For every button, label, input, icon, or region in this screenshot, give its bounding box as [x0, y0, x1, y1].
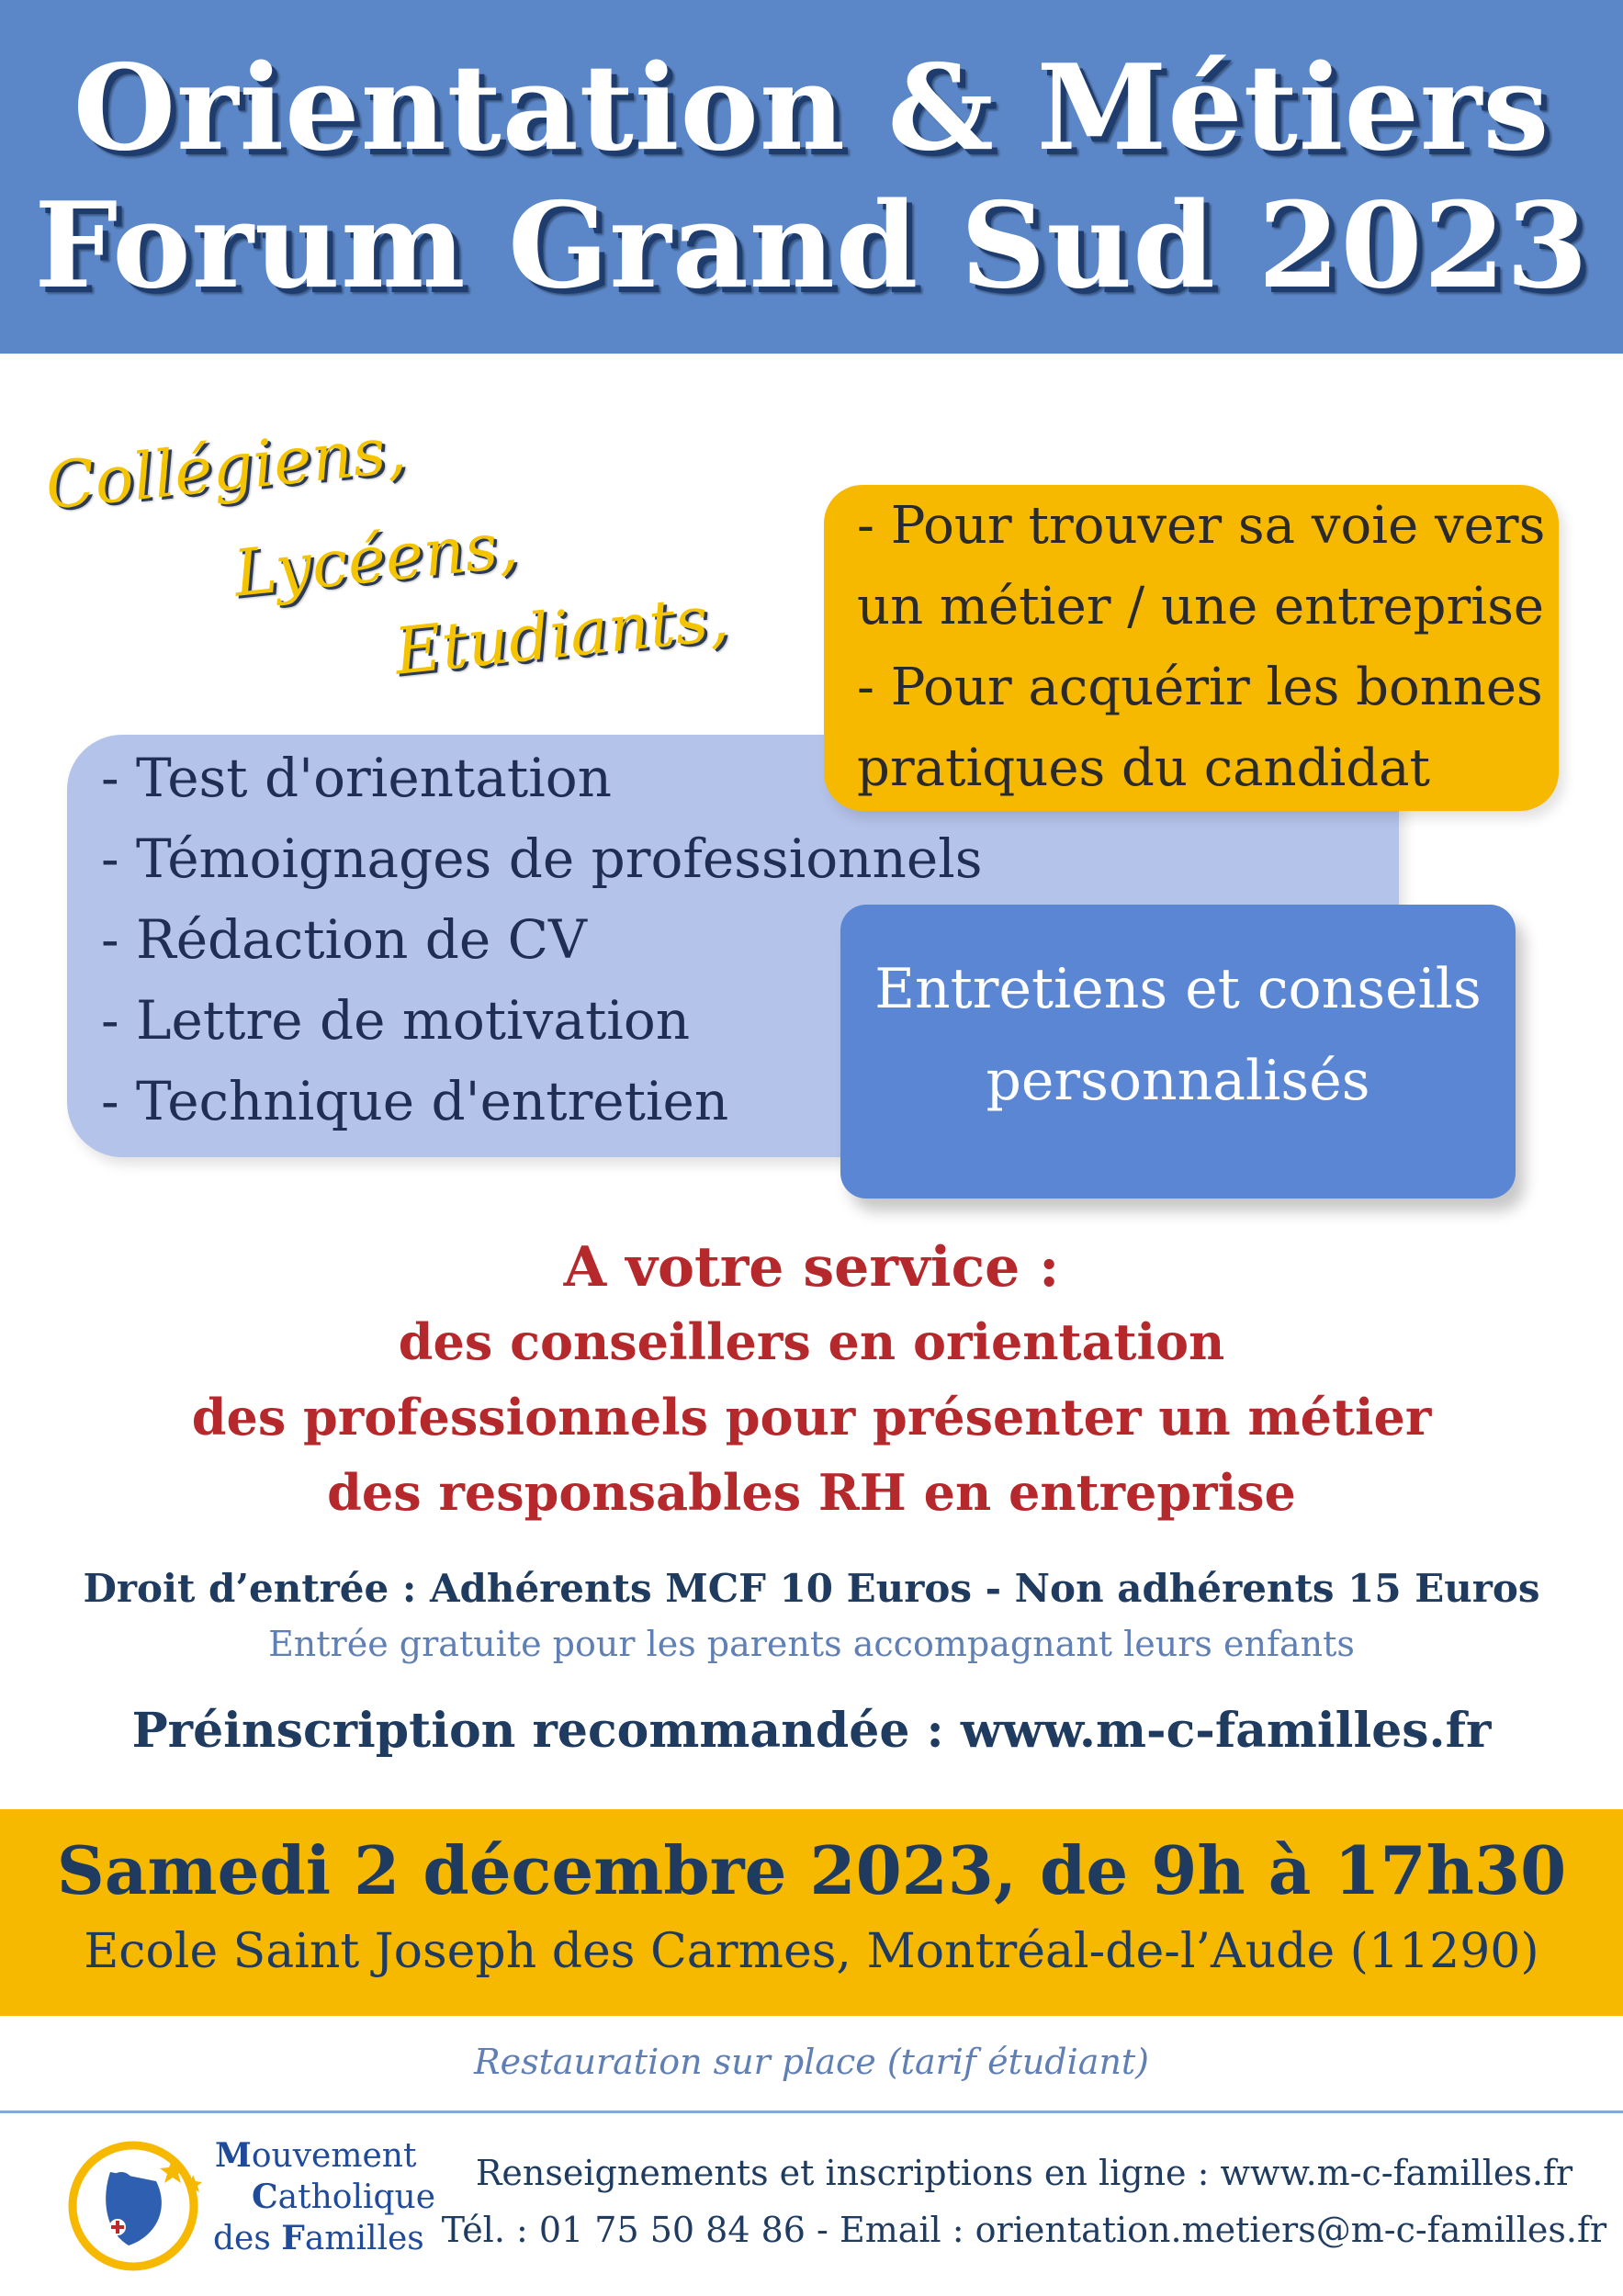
food-note: Restauration sur place (tarif étudiant): [473, 2042, 1150, 2082]
audience-college: Collégiens,: [41, 411, 410, 524]
header-banner: [0, 0, 1623, 354]
service-line: des professionnels pour présenter un métier: [191, 1388, 1432, 1446]
goals-box: [824, 485, 1559, 811]
activity-item: - Témoignages de professionnels: [101, 827, 983, 890]
advice-box: [840, 905, 1516, 1199]
service-line: des conseillers en orientation: [398, 1312, 1225, 1371]
advice-line: Entretiens et conseils: [874, 957, 1482, 1021]
mcf-logo-icon: [55, 2131, 211, 2278]
service-line: des responsables RH en entreprise: [327, 1463, 1296, 1522]
activity-item: - Technique d'entretien: [101, 1070, 729, 1132]
goal-line: un métier / une entreprise: [857, 577, 1545, 636]
footer-divider: [0, 2110, 1623, 2113]
service-title: A votre service :: [563, 1235, 1060, 1300]
activity-item: - Lettre de motivation: [101, 989, 691, 1052]
goal-line: - Pour acquérir les bonnes: [857, 658, 1543, 717]
entry-fee-note: Entrée gratuite pour les parents accompagnant leurs enfants: [268, 1624, 1355, 1664]
organization-name: [213, 2135, 434, 2259]
date-band: [0, 1809, 1623, 2016]
goal-line: pratiques du candidat: [857, 738, 1431, 798]
title-line-2: Forum Grand Sud 2023: [34, 177, 1589, 315]
event-place: Ecole Saint Joseph des Carmes, Montréal-de-l’Aude (11290): [84, 1924, 1539, 1979]
org-line: des Familles: [213, 2219, 424, 2257]
org-line: Mouvement: [215, 2136, 417, 2175]
activity-item: - Rédaction de CV: [101, 908, 587, 971]
entry-fee: Droit d’entrée : Adhérents MCF 10 Euros - Non adhérents 15 Euros: [83, 1566, 1540, 1611]
audience-lycee: Lycéens,: [230, 506, 522, 612]
audience-university: Etudiants,: [390, 580, 732, 690]
preregistration: Préinscription recommandée : www.m-c-familles.fr: [131, 1703, 1492, 1759]
org-line: Catholique: [252, 2178, 436, 2216]
advice-line: personnalisés: [986, 1049, 1370, 1113]
activity-item: - Test d'orientation: [101, 747, 613, 809]
title-line-1: Orientation & Métiers: [73, 39, 1550, 177]
contact-line: Tél. : 01 75 50 84 86 - Email : orientation.metiers@m-c-familles.fr: [441, 2210, 1607, 2250]
goal-line: - Pour trouver sa voie vers: [857, 496, 1546, 556]
event-date: Samedi 2 décembre 2023, de 9h à 17h30: [56, 1831, 1567, 1909]
info-line: Renseignements et inscriptions en ligne : www.m-c-familles.fr: [475, 2153, 1573, 2193]
